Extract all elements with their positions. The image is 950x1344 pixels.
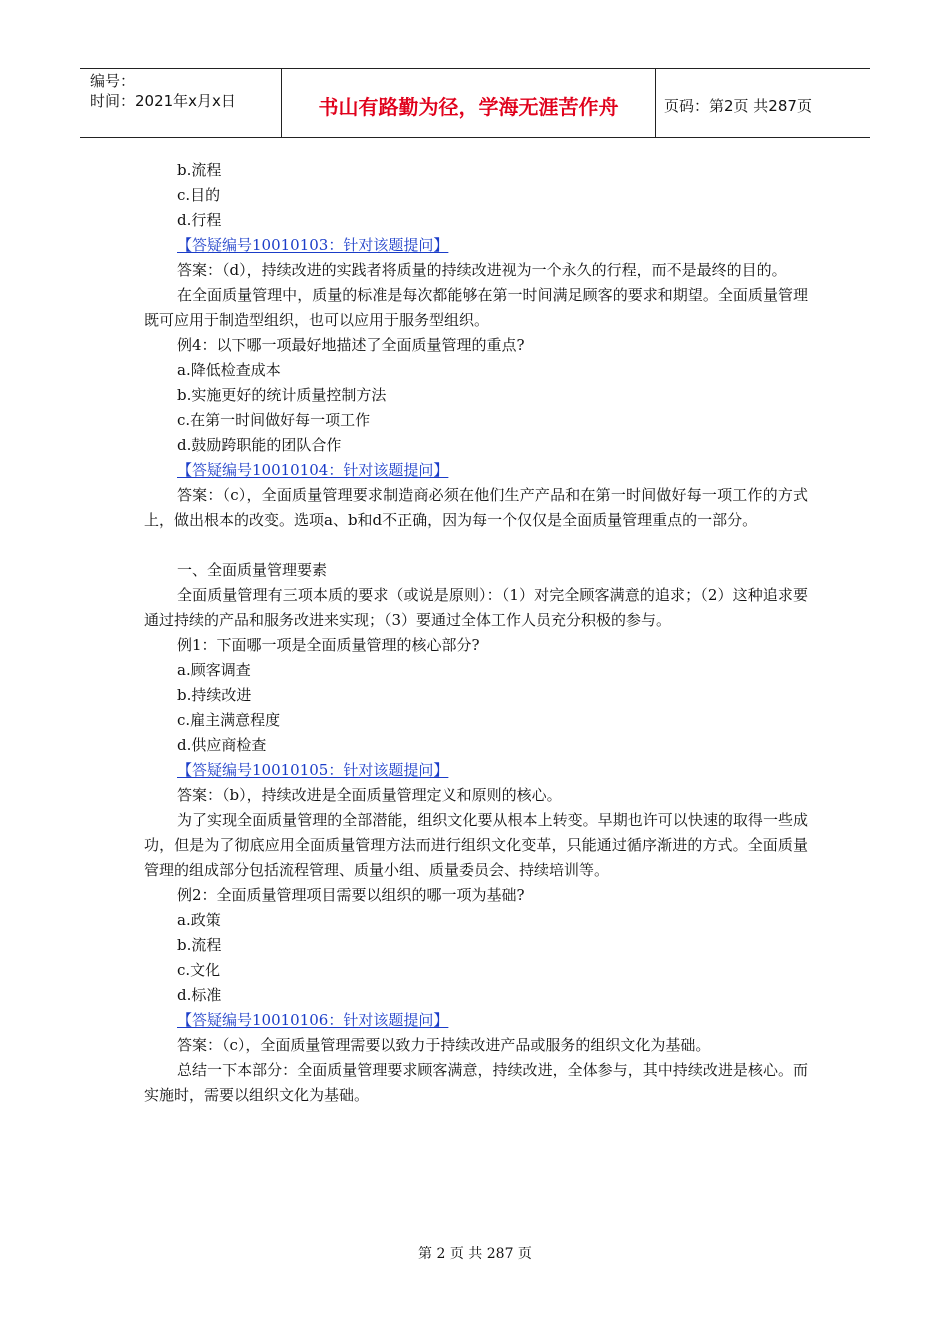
header-motto: 书山有路勤为径，学海无涯苦作舟 — [282, 69, 656, 137]
section-heading: 一、全面质量管理要素 — [177, 561, 328, 579]
option-a: a.降低检查成本 — [177, 361, 281, 379]
question-link-10010105[interactable]: 【答疑编号10010105：针对该题提问】 — [177, 761, 449, 779]
answer-paragraph: 答案：（b），持续改进是全面质量管理定义和原则的核心。 — [177, 786, 562, 804]
answer-paragraph: 答案：（c），全面质量管理需要以致力于持续改进产品或服务的组织文化为基础。 — [177, 1036, 711, 1054]
body-paragraph: 全面质量管理有三项本质的要求（或说是原则）：（1）对完全顾客满意的追求；（2）这种追求要通过持续的产品和服务改进来实现；（3）要通过全体工作人员充分积极的参与。 — [144, 586, 808, 629]
spacer — [144, 533, 808, 558]
option-b: b.持续改进 — [177, 686, 252, 704]
example-question: 例1：下面哪一项是全面质量管理的核心部分? — [177, 636, 480, 654]
page-footer: 第 2 页 共 287 页 — [418, 1246, 532, 1262]
document-body — [144, 158, 808, 1108]
summary-paragraph: 总结一下本部分：全面质量管理要求顾客满意，持续改进，全体参与，其中持续改进是核心。而实施时，需要以组织文化为基础。 — [144, 1061, 808, 1104]
question-link-10010106[interactable]: 【答疑编号10010106：针对该题提问】 — [177, 1011, 449, 1029]
number-label: 编号： — [90, 72, 136, 90]
option-c: c.雇主满意程度 — [177, 711, 281, 729]
body-paragraph: 为了实现全面质量管理的全部潜能，组织文化要从根本上转变。早期也许可以快速的取得一些成功，但是为了彻底应用全面质量管理方法而进行组织文化变革，只能通过循序渐进的方式。全面质量管理的组成部分包括流程管理、质量小组、质量委员会、持续培训等。 — [144, 811, 808, 879]
answer-paragraph: 答案：（d），持续改进的实践者将质量的持续改进视为一个永久的行程，而不是最终的目的。 — [177, 261, 787, 279]
option-c: c.目的 — [177, 186, 221, 204]
option-b: b.实施更好的统计质量控制方法 — [177, 386, 387, 404]
option-c: c.文化 — [177, 961, 221, 979]
option-d: d.供应商检查 — [177, 736, 267, 754]
option-b: b.流程 — [177, 936, 222, 954]
header-page-label: 页码：第2页 共287页 — [664, 96, 812, 115]
option-b: b.流程 — [177, 161, 222, 179]
example-question: 例2：全面质量管理项目需要以组织的哪一项为基础? — [177, 886, 525, 904]
date-label: 时间：2021年x月x日 — [90, 92, 236, 110]
question-link-10010104[interactable]: 【答疑编号10010104：针对该题提问】 — [177, 461, 449, 479]
option-d: d.鼓励跨职能的团队合作 — [177, 436, 342, 454]
option-d: d.行程 — [177, 211, 222, 229]
option-a: a.顾客调查 — [177, 661, 251, 679]
example-question: 例4：以下哪一项最好地描述了全面质量管理的重点? — [177, 336, 525, 354]
option-d: d.标准 — [177, 986, 222, 1004]
page-header — [80, 68, 870, 138]
body-paragraph: 在全面质量管理中，质量的标准是每次都能够在第一时间满足顾客的要求和期望。全面质量管理既可应用于制造型组织，也可以应用于服务型组织。 — [144, 286, 808, 329]
option-c: c.在第一时间做好每一项工作 — [177, 411, 371, 429]
header-meta — [80, 69, 282, 137]
answer-paragraph: 答案：（c），全面质量管理要求制造商必须在他们生产产品和在第一时间做好每一项工作的方式上，做出根本的改变。选项a、b和d不正确，因为每一个仅仅是全面质量管理重点的一部分。 — [144, 486, 808, 529]
question-link-10010103[interactable]: 【答疑编号10010103：针对该题提问】 — [177, 236, 449, 254]
option-a: a.政策 — [177, 911, 221, 929]
